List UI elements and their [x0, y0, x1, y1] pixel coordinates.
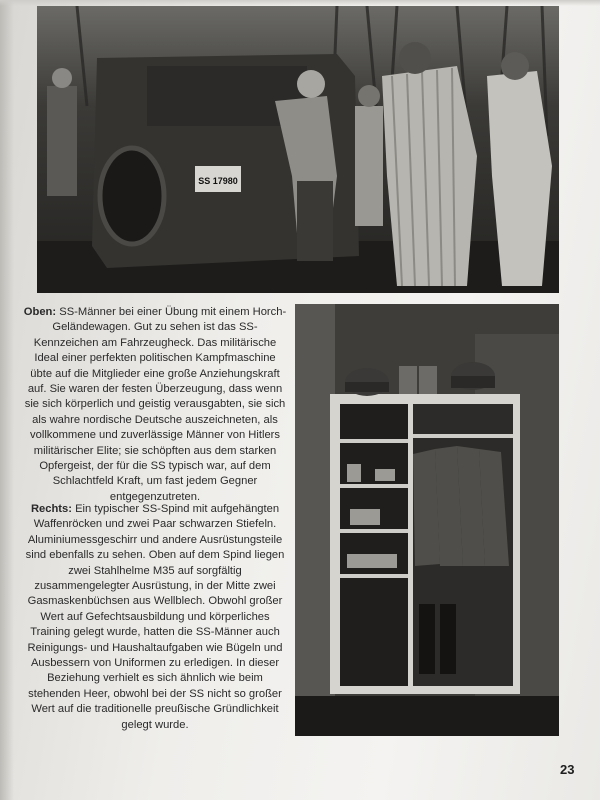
photo-top-illustration: [37, 6, 559, 293]
caption-top-lead: Oben:: [23, 306, 57, 318]
photo-right-illustration: [295, 304, 559, 736]
caption-right-lead: Rechts:: [30, 503, 72, 515]
license-plate-text: SS 17980: [198, 176, 238, 186]
caption-top: [22, 305, 288, 505]
photo-ss-locker: [295, 304, 559, 736]
caption-right: [22, 502, 288, 733]
photo-soldiers-horch-vehicle: [37, 6, 559, 293]
page-number: 23: [560, 762, 575, 777]
page-gutter-shadow: [0, 0, 14, 800]
caption-right-text: Ein typischer SS-Spind mit aufgehängten Waffenröcken und zwei Paar schwarzen Stiefeln. Aluminiumessgeschirr und andere Ausrüstungsteile sind ebenfalls zu sehen. Oben auf dem Spind liegen zwei Stahlhelme M35 auf sorgfältig zusammengelegter Ausrüstung, in der Mitte zwei Gasmaskenbüchsen aus Wellblech. Obwohl großer Wert auf Gefechtsausbildung und körperliches Training gelegt wurde, hatten die SS-Männer auch Reinigungs- und Haushaltaufgaben wie Bügeln und Ausbessern von Uniformen zu erledigen. In dieser Beziehung verhielt es sich ähnlich wie beim stehenden Heer, obwohl bei der SS nicht so großer Wert auf die traditionelle preußische Gründlichkeit gelegt wurde.: [25, 503, 285, 731]
caption-top-text: SS-Männer bei einer Übung mit einem Horch-Geländewagen. Gut zu sehen ist das SS-Kennzeichen am Fahrzeugheck. Das militärische Ideal einer perfekten politischen Kampfmaschine übte auf die Mitglieder eine große Anziehungskraft auf. Sie waren der festen Überzeugung, dass wenn sie sich körperlich und geistig verausgabten, sie sich als wahre nordische Deutsche auszeichneten, als vollkommene und zuverlässige Männer von Hitlers militärischer Elite; sie schöpften aus dem starken Opfergeist, der für die SS typisch war, auf dem Schlachtfeld Kraft, um fast jedem Gegner entgegenzutreten.: [24, 306, 287, 503]
